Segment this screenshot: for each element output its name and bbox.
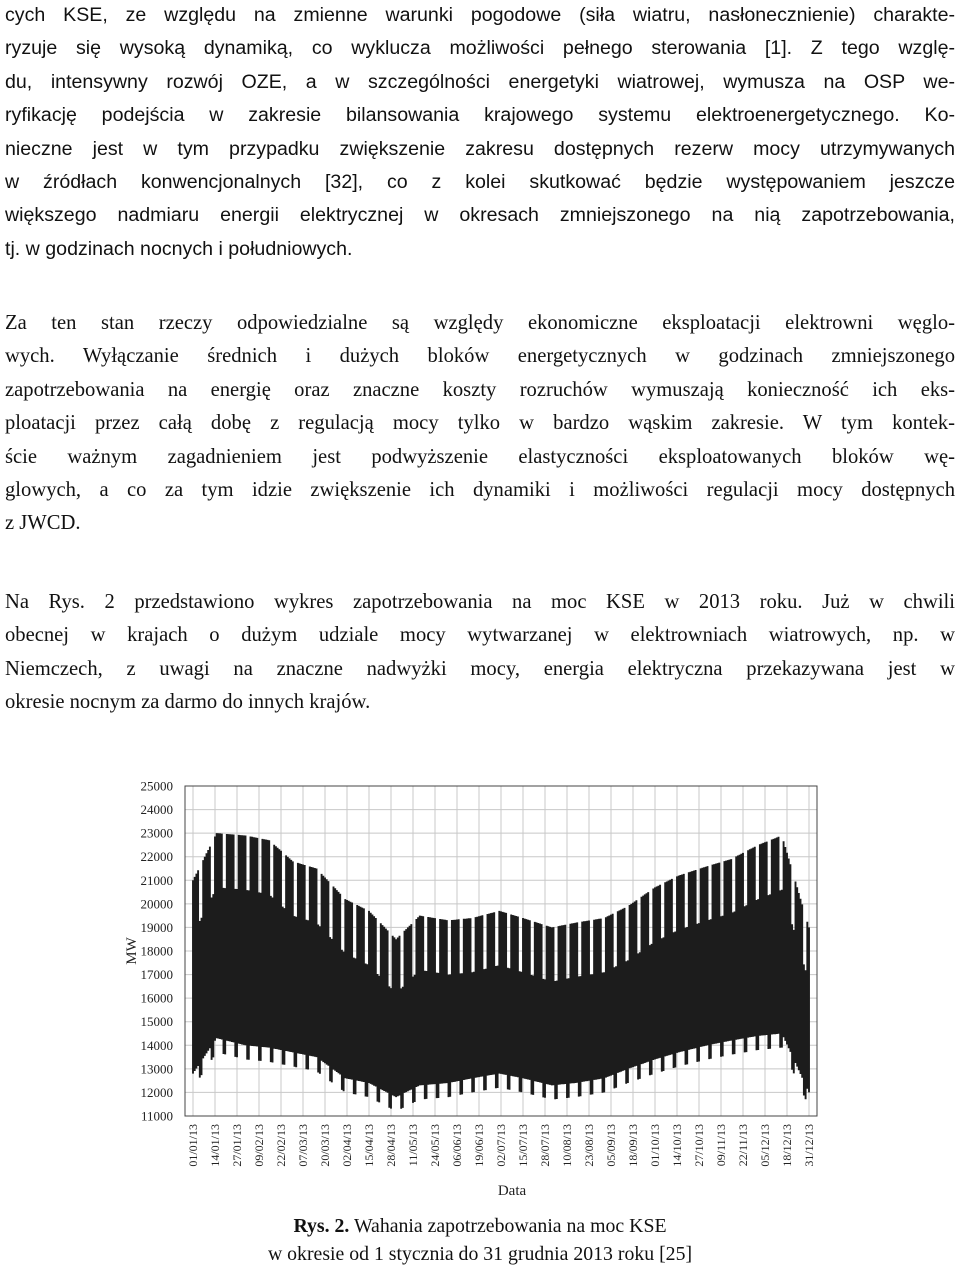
x-tick-label: 11/05/13 xyxy=(406,1124,420,1167)
text-line: tj. w godzinach nocnych i południowych. xyxy=(5,237,353,260)
x-tick-label: 01/01/13 xyxy=(186,1124,200,1167)
y-tick-label: 24000 xyxy=(140,802,173,818)
x-tick-label: 31/12/13 xyxy=(802,1124,816,1167)
text-line: ryfikację podejścia w zakresie bilansowania krajowego systemu elektroenergetycznego. Ko- xyxy=(5,104,955,127)
x-tick-label: 23/08/13 xyxy=(582,1124,596,1167)
paragraph-figure-reference xyxy=(5,586,955,720)
figure-caption-line2: w okresie od 1 stycznia do 31 grudnia 2013 roku [25] xyxy=(267,1243,693,1265)
x-tick-label: 22/11/13 xyxy=(736,1124,750,1167)
x-tick-label: 15/07/13 xyxy=(516,1124,530,1167)
text-line: du, intensywny rozwój OZE, a w szczególności energetyki wiatrowej, wymusza na OSP we- xyxy=(5,70,955,93)
text-line: glowych, a co za tym idzie zwiększenie ich dynamiki i możliwości regulacji mocy dostępnych xyxy=(5,479,955,502)
y-tick-label: 23000 xyxy=(140,825,173,841)
text-line: w źródłach konwencjonalnych [32], co z kolei skutkować będzie występowaniem jeszcze xyxy=(5,171,955,194)
text-line: Niemczech, z uwagi na znaczne nadwyżki mocy, energia elektryczna przekazywana jest w xyxy=(5,657,955,680)
x-tick-label: 09/02/13 xyxy=(252,1124,266,1167)
text-line: ryzuje się wysoką dynamiką, co wyklucza możliwości pełnego sterowania [1]. Z tego wzglę- xyxy=(5,37,955,60)
x-tick-label: 10/08/13 xyxy=(560,1124,574,1167)
x-tick-label: 27/10/13 xyxy=(692,1124,706,1167)
y-tick-label: 17000 xyxy=(140,967,173,983)
x-tick-label: 09/11/13 xyxy=(714,1124,728,1167)
y-tick-label: 15000 xyxy=(140,1014,173,1030)
text-line: Na Rys. 2 przedstawiono wykres zapotrzebowania na moc KSE w 2013 roku. Już w chwili xyxy=(5,591,955,613)
y-tick-label: 14000 xyxy=(140,1037,173,1053)
x-tick-label: 06/06/13 xyxy=(450,1124,464,1167)
text-line: ście ważnym zagadnieniem jest podwyższenie elastyczności eksploatowanych bloków wę- xyxy=(5,445,955,468)
x-tick-label: 20/03/13 xyxy=(318,1124,332,1167)
text-line: obecnej w krajach o dużym udziale mocy wytwarzanej w elektrowniach wiatrowych, np. w xyxy=(5,624,955,647)
x-tick-label: 02/04/13 xyxy=(340,1124,354,1167)
x-tick-label: 27/01/13 xyxy=(230,1124,244,1167)
x-tick-label: 15/04/13 xyxy=(362,1124,376,1167)
paragraph-coal-plants xyxy=(5,307,955,541)
y-tick-label: 11000 xyxy=(140,1108,173,1124)
y-tick-label: 12000 xyxy=(140,1084,173,1100)
text-line: większego nadmiaru energii elektrycznej w okresach zmniejszonego na nią zapotrzebowania, xyxy=(5,204,955,227)
x-tick-label: 02/07/13 xyxy=(494,1124,508,1167)
x-tick-label: 18/12/13 xyxy=(780,1124,794,1167)
x-tick-label: 07/03/13 xyxy=(296,1124,310,1167)
x-axis-label: Data xyxy=(497,1183,527,1199)
x-tick-label: 05/12/13 xyxy=(758,1124,772,1167)
paragraph-wind-energy xyxy=(5,0,955,266)
x-tick-label: 14/10/13 xyxy=(670,1124,684,1167)
x-tick-label: 28/07/13 xyxy=(538,1124,552,1167)
x-tick-label: 28/04/13 xyxy=(384,1124,398,1167)
y-tick-label: 18000 xyxy=(140,943,173,959)
x-tick-label: 19/06/13 xyxy=(472,1124,486,1167)
y-tick-label: 19000 xyxy=(140,919,173,935)
y-tick-label: 20000 xyxy=(140,896,173,912)
x-tick-label: 24/05/13 xyxy=(428,1124,442,1167)
x-tick-label: 18/09/13 xyxy=(626,1124,640,1167)
text-line: wych. Wyłączanie średnich i dużych bloków energetycznych w godzinach zmniejszonego xyxy=(5,345,955,368)
text-line: nieczne jest w tym przypadku zwiększenie zakresu dostępnych rezerw mocy utrzymywanych xyxy=(5,137,955,160)
demand-chart-figure xyxy=(0,770,960,1210)
figure-caption-text: Wahania zapotrzebowania na moc KSE xyxy=(349,1215,667,1237)
figure-caption-line1 xyxy=(0,1215,960,1238)
text-line: z JWCD. xyxy=(5,512,81,535)
text-line: okresie nocnym za darmo do innych krajów. xyxy=(5,691,371,714)
figure-label: Rys. 2. xyxy=(293,1215,350,1237)
text-line: ploatacji przez całą dobę z regulacją mocy tylko w bardzo wąskim zakresie. W tym kontek- xyxy=(5,412,955,435)
x-tick-label: 22/02/13 xyxy=(274,1124,288,1167)
y-tick-label: 22000 xyxy=(140,849,173,865)
text-line: cych KSE, ze względu na zmienne warunki pogodowe (siła wiatru, nasłonecznienie) charakte- xyxy=(5,4,955,26)
y-tick-label: 25000 xyxy=(140,778,173,794)
y-tick-label: 13000 xyxy=(140,1061,173,1077)
x-tick-label: 14/01/13 xyxy=(208,1124,222,1167)
y-tick-label: 21000 xyxy=(140,872,173,888)
x-tick-label: 05/09/13 xyxy=(604,1124,618,1167)
demand-chart xyxy=(0,770,960,1210)
y-axis-label: MW xyxy=(124,937,140,965)
y-tick-label: 16000 xyxy=(140,990,173,1006)
text-line: zapotrzebowania na energię oraz znaczne koszty rozruchów wymuszają konieczność ich eks- xyxy=(5,378,955,401)
x-tick-label: 01/10/13 xyxy=(648,1124,662,1167)
text-line: Za ten stan rzeczy odpowiedzialne są względy ekonomiczne eksploatacji elektrowni węglo- xyxy=(5,312,955,334)
